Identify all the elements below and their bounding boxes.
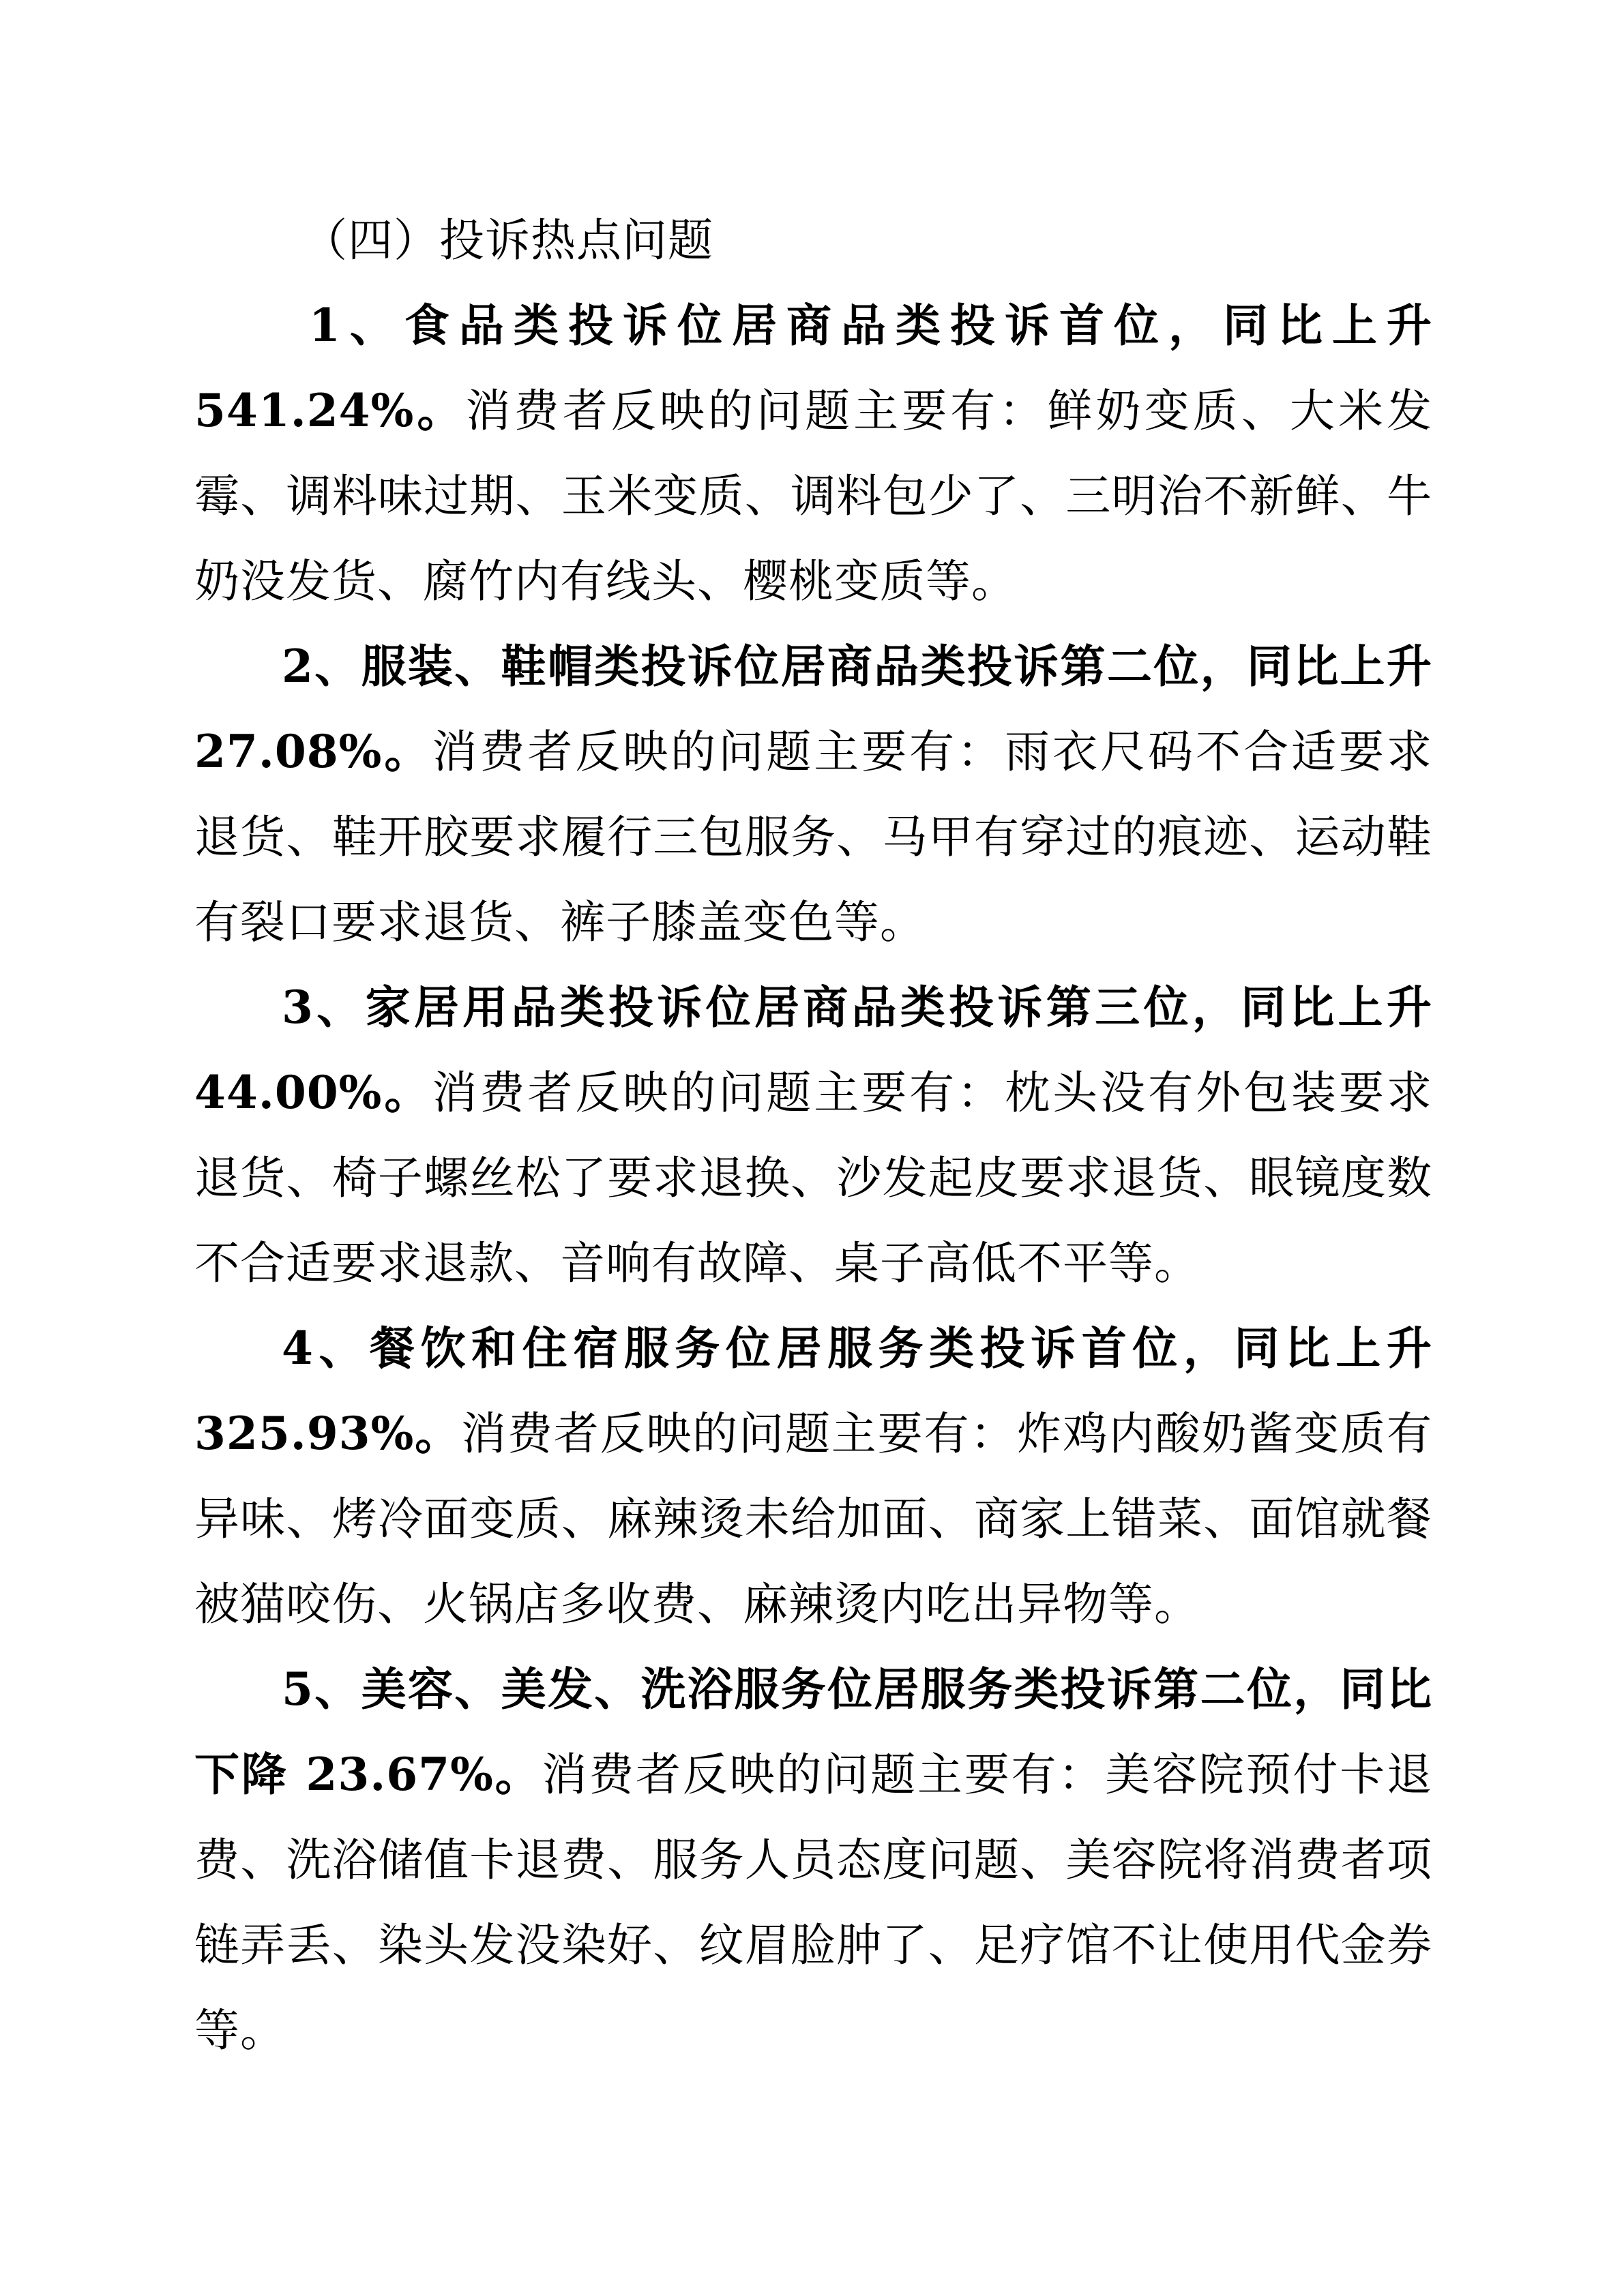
complaint-item-beauty xyxy=(194,1647,1432,2073)
item-body: 消费者反映的问题主要有：枕头没有外包装要求退货、椅子螺丝松了要求退换、沙发起皮要求退货、眼镜度数不合适要求退款、音响有故障、桌子高低不平等。 xyxy=(194,1067,1433,1289)
complaint-item-household xyxy=(194,965,1432,1306)
item-body: 消费者反映的问题主要有：雨衣尺码不合适要求退货、鞋开胶要求履行三包服务、马甲有穿过的痕迹、运动鞋有裂口要求退货、裤子膝盖变色等。 xyxy=(194,726,1433,949)
item-lead: 3、家居用品类投诉位居商品类投诉第三位，同比上升 44.00%。 xyxy=(194,981,1432,1119)
item-body: 消费者反映的问题主要有：炸鸡内酸奶酱变质有异味、烤冷面变质、麻辣烫未给加面、商家上错菜、面馆就餐被猫咬伤、火锅店多收费、麻辣烫内吃出异物等。 xyxy=(194,1407,1433,1630)
document-body xyxy=(194,198,1432,2073)
item-lead: 2、服装、鞋帽类投诉位居商品类投诉第二位，同比上升 27.08%。 xyxy=(194,640,1432,778)
item-lead: 5、美容、美发、洗浴服务位居服务类投诉第二位，同比下降 23.67%。 xyxy=(194,1663,1432,1801)
item-body: 消费者反映的问题主要有：鲜奶变质、大米发霉、调料味过期、玉米变质、调料包少了、三明治不新鲜、牛奶没发货、腐竹内有线头、樱桃变质等。 xyxy=(194,385,1432,608)
complaint-item-clothing xyxy=(194,624,1432,965)
complaint-item-food xyxy=(194,283,1432,624)
complaint-item-catering xyxy=(194,1306,1432,1647)
item-lead: 1、食品类投诉位居商品类投诉首位，同比上升 541.24%。 xyxy=(194,299,1432,437)
item-body: 消费者反映的问题主要有：美容院预付卡退费、洗浴储值卡退费、服务人员态度问题、美容院将消费者项链弄丢、染头发没染好、纹眉脸肿了、足疗馆不让使用代金券等。 xyxy=(194,1748,1433,2057)
item-lead: 4、餐饮和住宿服务位居服务类投诉首位，同比上升 325.93%。 xyxy=(194,1322,1432,1460)
section-heading: （四）投诉热点问题 xyxy=(302,214,713,267)
